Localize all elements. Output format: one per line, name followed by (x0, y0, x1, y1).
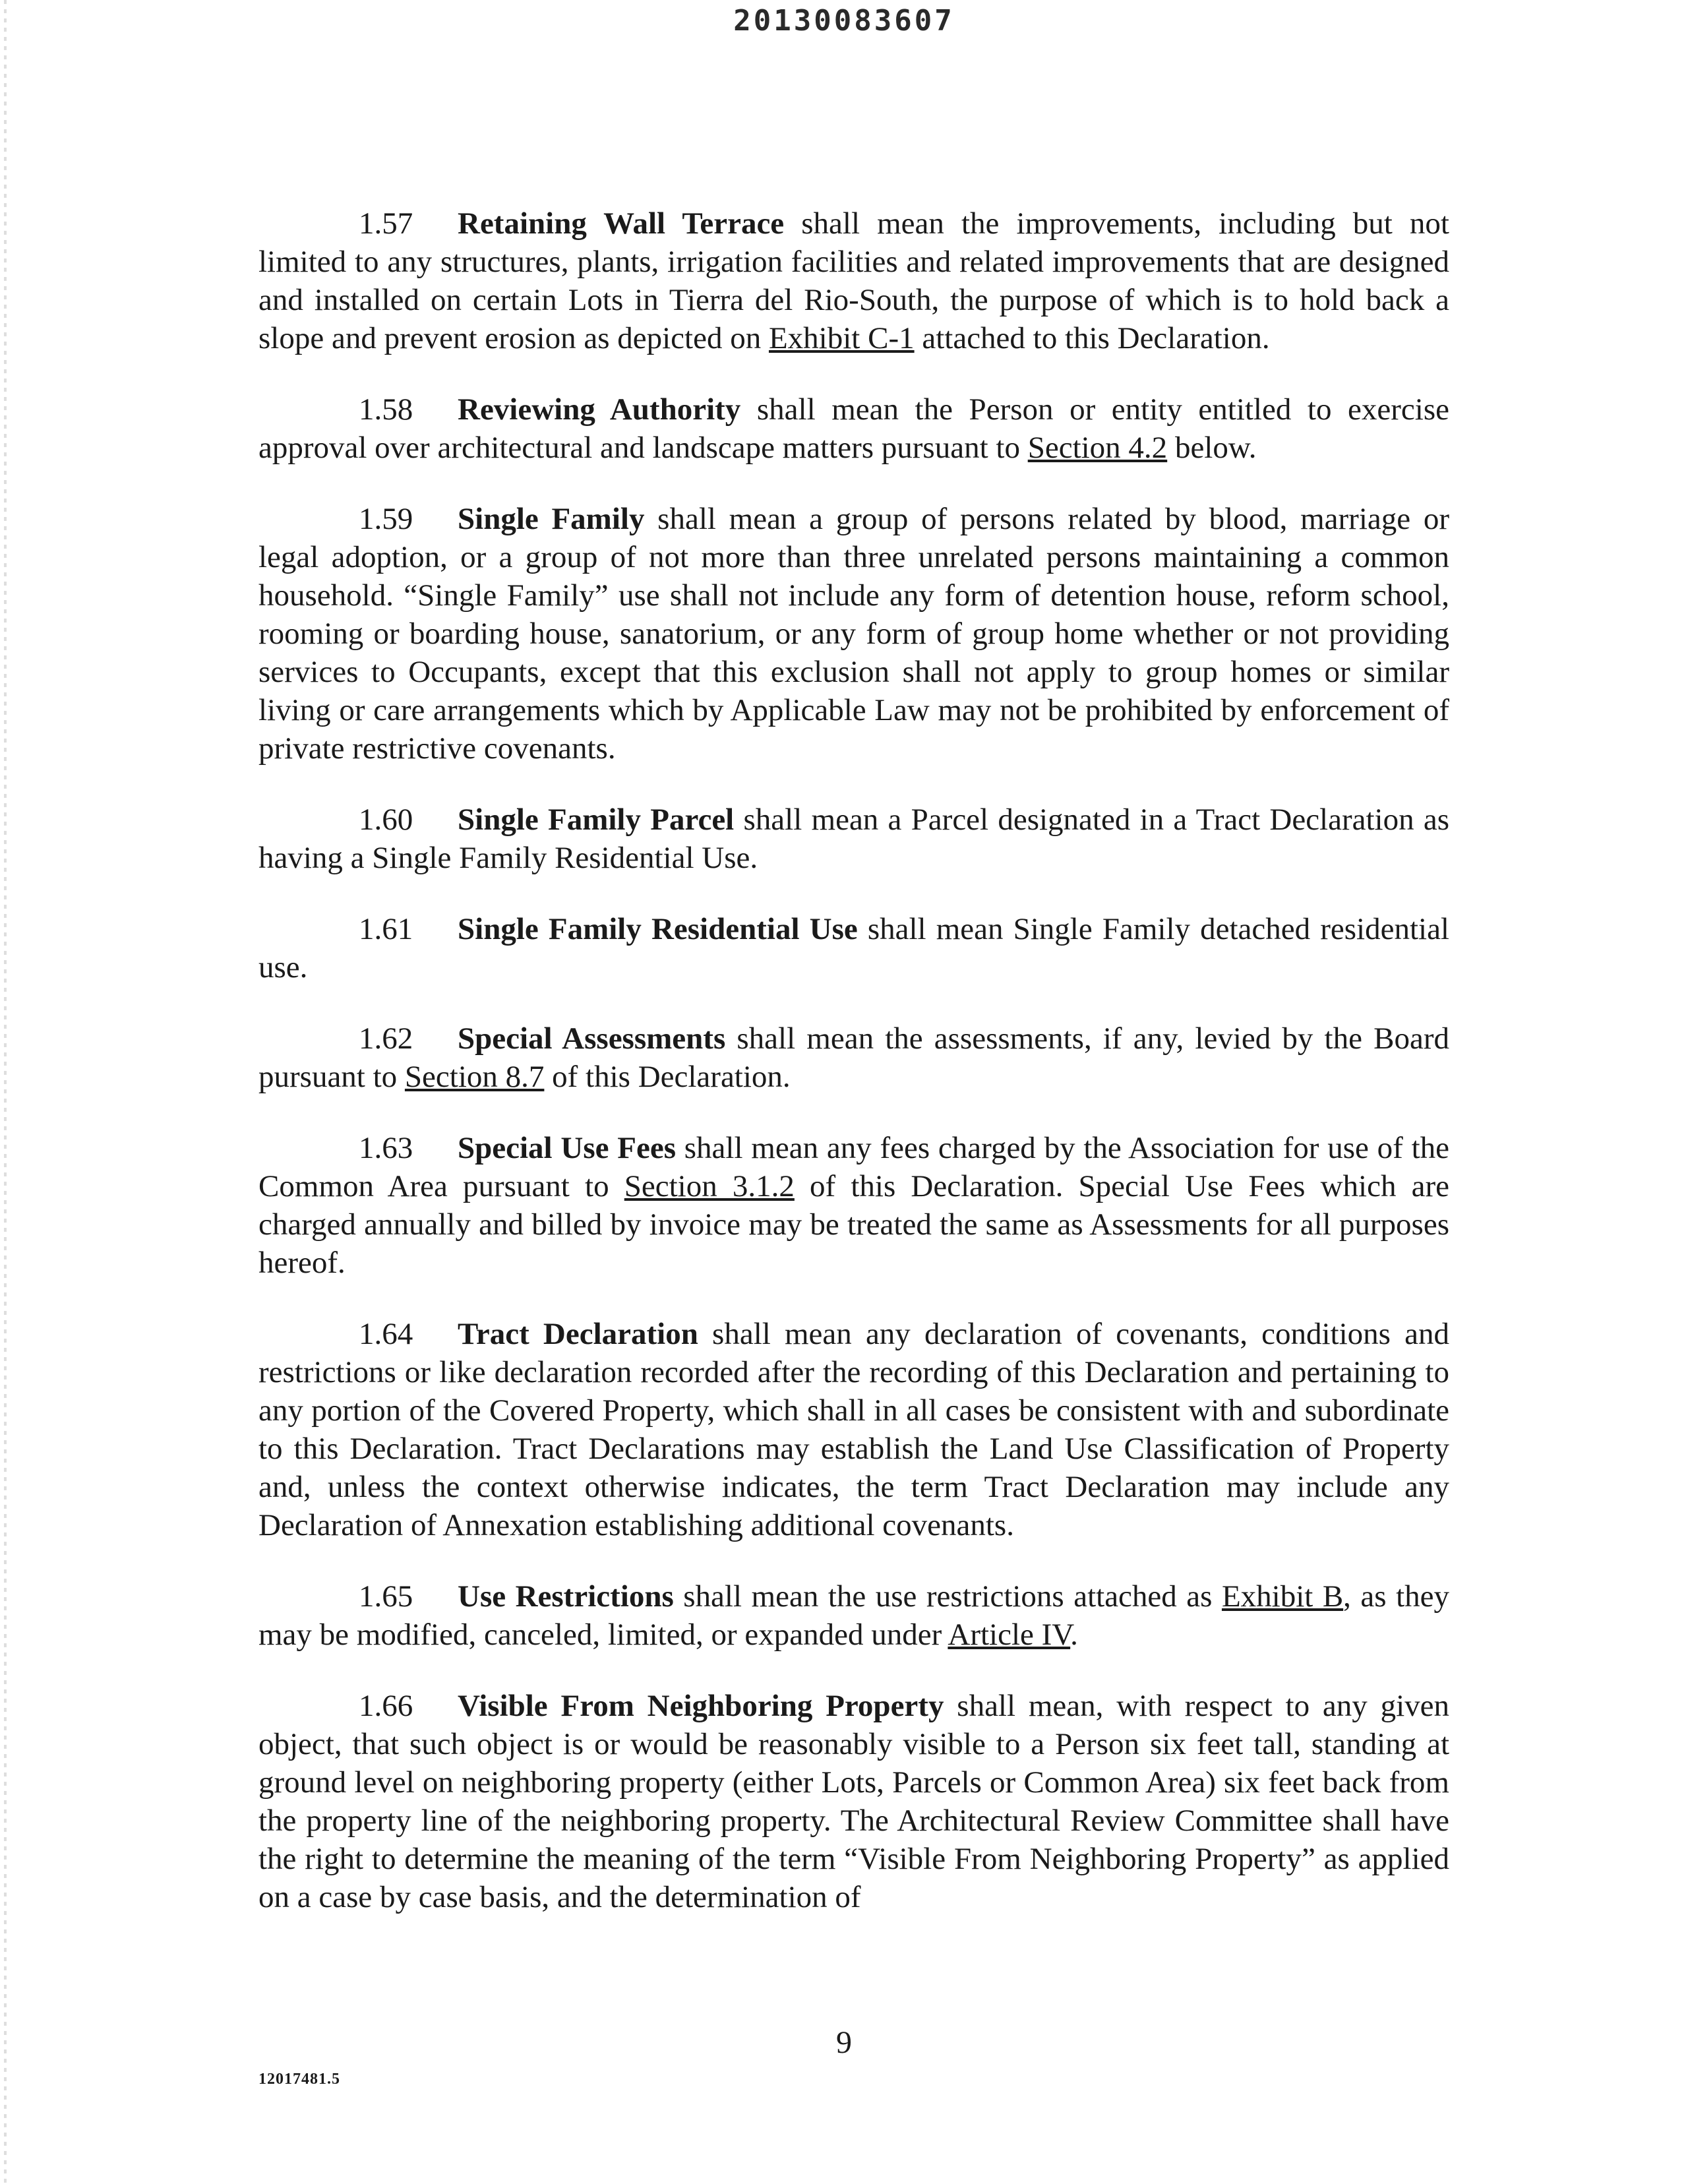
definition-paragraph-1-61 (258, 910, 1449, 986)
definition-paragraph-1-59 (258, 500, 1449, 768)
cross-reference-link: Section 3.1.2 (624, 1169, 795, 1203)
definition-text: shall mean Single Family detached residential use. (258, 912, 1449, 985)
definition-text: shall mean a group of persons related by blood, marriage or legal adoption, or a group of not more than three unrelated persons maintaining a common household. “Single Family” use shall not include any form of detention house, reform school, rooming or boarding house, sanatorium, or any form of group home whether or not providing services to Occupants, except that this exclusion shall not apply to group homes or similar living or care arrangements which by Applicable Law may not be prohibited by enforcement of private restrictive covenants. (258, 502, 1449, 766)
cross-reference-link: Section 8.7 (404, 1060, 545, 1094)
page-number: 9 (836, 2025, 852, 2060)
definition-paragraph-1-65 (258, 1577, 1449, 1654)
scan-edge-artifact (4, 0, 7, 2184)
defined-term: Tract Declaration (458, 1317, 698, 1351)
defined-term: Single Family Residential Use (458, 912, 858, 946)
definition-text: shall mean any declaration of covenants, conditions and restrictions or like declaration recorded after the recording of this Declaration and pertaining to any portion of the Covered Property, which shall in all cases be consistent with and subordinate to this Declaration. Tract Declarations may establish the Land Use Classification of Property and, unless the context otherwise indicates, the term Tract Declaration may include any Declaration of Annexation establishing additional covenants. (258, 1317, 1450, 1542)
definition-text: shall mean, with respect to any given object, that such object is or would be reasonably visible to a Person six feet tall, standing at ground level on neighboring property (either Lots, Parcels or Common Area) six feet back from the property line of the neighboring property. The Architectural Review Committee shall have the right to determine the meaning of the term “Visible From Neighboring Property” as applied on a case by case basis, and the determination of (258, 1689, 1450, 1914)
definition-paragraph-1-62 (258, 1019, 1449, 1096)
defined-term: Special Use Fees (458, 1131, 676, 1165)
section-number: 1.60 (359, 803, 413, 837)
cross-reference-link: Section 4.2 (1027, 431, 1168, 465)
defined-term: Reviewing Authority (458, 392, 741, 427)
definition-text: below. (1167, 431, 1257, 465)
definition-paragraph-1-66 (258, 1687, 1449, 1916)
section-number: 1.64 (359, 1317, 413, 1351)
definition-paragraph-1-64 (258, 1315, 1449, 1544)
definition-text: shall mean any fees charged by the Association for use of the Common Area pursuant to (258, 1131, 1449, 1203)
definition-paragraph-1-60 (258, 801, 1449, 877)
recording-number: 20130083607 (733, 4, 955, 38)
definition-text: . (1070, 1618, 1078, 1652)
document-body (258, 204, 1449, 1949)
definition-text: of this Declaration. Special Use Fees which are charged annually and billed by invoice may be treated the same as Assessments for all purposes hereof. (258, 1169, 1449, 1280)
definition-text: shall mean the assessments, if any, levied by the Board pursuant to (258, 1021, 1449, 1094)
definition-text: of this Declaration. (544, 1060, 791, 1094)
defined-term: Special Assessments (458, 1021, 726, 1056)
defined-term: Single Family Parcel (458, 803, 735, 837)
section-number: 1.65 (359, 1579, 413, 1614)
definition-text: shall mean the improvements, including but not limited to any structures, plants, irrigation facilities and related improvements that are designed and installed on certain Lots in Tierra del Rio-South, the purpose of which is to hold back a slope and prevent erosion as depicted on (258, 206, 1449, 355)
definition-paragraph-1-63 (258, 1129, 1449, 1282)
definition-text: shall mean the use restrictions attached as (673, 1579, 1222, 1614)
section-number: 1.62 (359, 1021, 413, 1056)
section-number: 1.57 (359, 206, 413, 241)
definition-text: shall mean the Person or entity entitled to exercise approval over architectural and landscape matters pursuant to (258, 392, 1449, 465)
definition-paragraph-1-57 (258, 204, 1449, 357)
defined-term: Use Restrictions (458, 1579, 674, 1614)
defined-term: Retaining Wall Terrace (458, 206, 785, 241)
cross-reference-link: Article IV (948, 1618, 1071, 1652)
cross-reference-link: Exhibit B (1221, 1579, 1344, 1614)
section-number: 1.61 (359, 912, 413, 946)
section-number: 1.58 (359, 392, 413, 427)
section-number: 1.59 (359, 502, 413, 536)
cross-reference-link: Exhibit C-1 (768, 321, 915, 355)
definition-paragraph-1-58 (258, 390, 1449, 467)
definition-text: , as they may be modified, canceled, limited, or expanded under (258, 1579, 1449, 1652)
document-code: 12017481.5 (258, 2071, 340, 2088)
definition-text: attached to this Declaration. (914, 321, 1270, 355)
defined-term: Single Family (458, 502, 645, 536)
section-number: 1.63 (359, 1131, 413, 1165)
section-number: 1.66 (359, 1689, 413, 1723)
definition-text: shall mean a Parcel designated in a Tract Declaration as having a Single Family Residential Use. (258, 803, 1450, 875)
defined-term: Visible From Neighboring Property (458, 1689, 944, 1723)
